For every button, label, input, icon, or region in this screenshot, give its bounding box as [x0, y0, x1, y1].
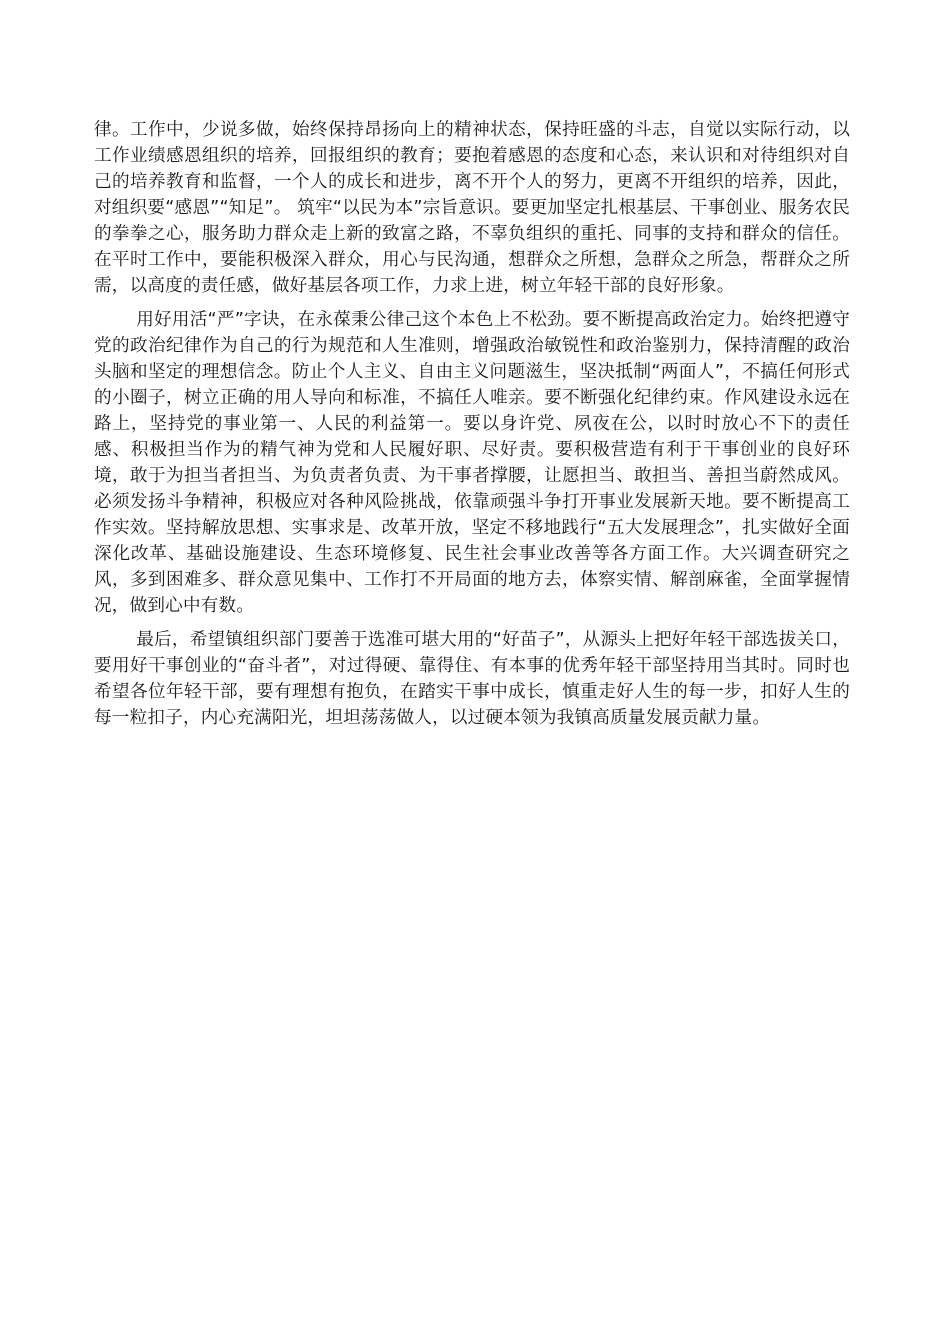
document-body: [94, 117, 850, 739]
paragraph-3: 最后，希望镇组织部门要善于选准可堪大用的“好苗子”，从源头上把好年轻干部选拔关口，要用好干事创业的“奋斗者”，对过得硬、靠得住、有本事的优秀年轻干部坚持用当其时。同时也希望各位年轻干部，要有理想有抱负，在踏实干事中成长，慎重走好人生的每一步，扣好人生的每一粒扣子，内心充满阳光，坦坦荡荡做人，以过硬本领为我镇高质量发展贡献力量。: [94, 630, 850, 728]
paragraph-2: 用好用活“严”字诀，在永葆秉公律己这个本色上不松劲。要不断提高政治定力。始终把遵守党的政治纪律作为自己的行为规范和人生准则，增强政治敏锐性和政治鉴别力，保持清醒的政治头脑和坚定的理想信念。防止个人主义、自由主义问题滋生，坚决抵制“两面人”，不搞任何形式的小圈子，树立正确的用人导向和标准，不搞任人唯亲。要不断强化纪律约束。作风建设永远在路上，坚持党的事业第一、人民的利益第一。要以身许党、夙夜在公，以时时放心不下的责任感、积极担当作为的精气神为党和人民履好职、尽好责。要积极营造有利于干事创业的良好环境，敢于为担当者担当、为负责者负责、为干事者撑腰，让愿担当、敢担当、善担当蔚然成风。必须发扬斗争精神，积极应对各种风险挑战，依靠顽强斗争打开事业发展新天地。要不断提高工作实效。坚持解放思想、实事求是、改革开放，坚定不移地践行“五大发展理念”，扎实做好全面深化改革、基础设施建设、生态环境修复、民生社会事业改善等各方面工作。大兴调查研究之风，多到困难多、群众意见集中、工作打不开局面的地方去，体察实情、解剖麻雀，全面掌握情况，做到心中有数。: [94, 310, 850, 616]
paragraph-1: 律。工作中，少说多做，始终保持昂扬向上的精神状态，保持旺盛的斗志，自觉以实际行动，以工作业绩感恩组织的培养，回报组织的教育；要抱着感恩的态度和心态，来认识和对待组织对自己的培养教育和监督，一个人的成长和进步，离不开个人的努力，更离不开组织的培养，因此，对组织要“感恩”“知足”。 筑牢“以民为本”宗旨意识。要更加坚定扎根基层、干事创业、服务农民的拳拳之心，服务助力群众走上新的致富之路，不辜负组织的重托、同事的支持和群众的信任。在平时工作中，要能积极深入群众，用心与民沟通，想群众之所想，急群众之所急，帮群众之所需，以高度的责任感，做好基层各项工作，力求上进，树立年轻干部的良好形象。: [94, 120, 850, 296]
